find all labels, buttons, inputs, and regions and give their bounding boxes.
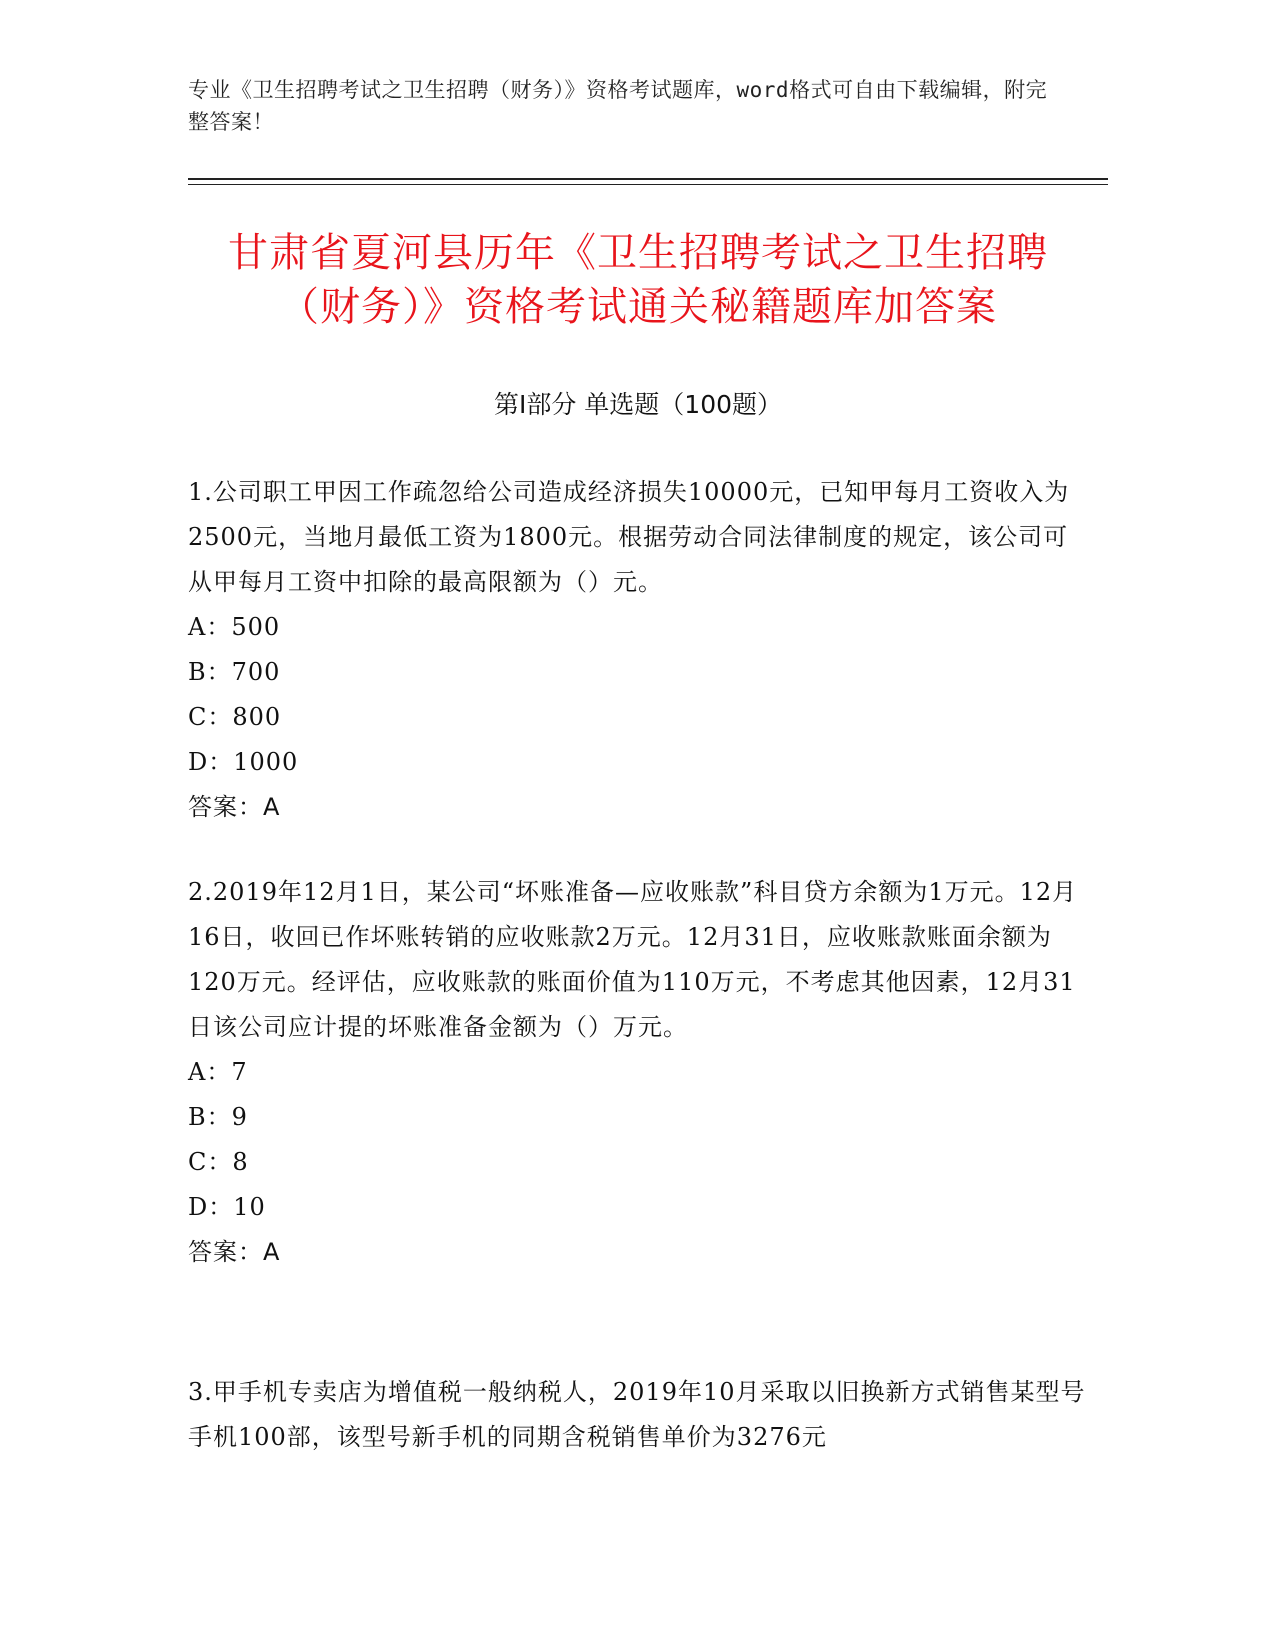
question-stem: 1.公司职工甲因工作疏忽给公司造成经济损失10000元，已知甲每月工资收入为2500元，当地月最低工资为1800元。根据劳动合同法律制度的规定，该公司可从甲每月工资中扣除的最高限额为（）元。 <box>188 478 1070 596</box>
question-1 <box>188 470 1088 830</box>
question-stem: 2.2019年12月1日，某公司“坏账准备—应收账款”科目贷方余额为1万元。12月16日，收回已作坏账转销的应收账款2万元。12月31日，应收账款账面余额为120万元。经评估，应收账款的账面价值为110万元，不考虑其他因素，12月31日该公司应计提的坏账准备金额为（）万元。 <box>188 878 1078 1041</box>
question-stem: 3.甲手机专卖店为增值税一般纳税人，2019年10月采取以旧换新方式销售某型号手机100部，该型号新手机的同期含税销售单价为3276元 <box>188 1378 1086 1451</box>
option-a: A：7 <box>188 1058 248 1086</box>
option-b: B：9 <box>188 1103 248 1131</box>
option-d: D：10 <box>188 1193 266 1221</box>
option-a: A：500 <box>188 613 281 641</box>
section-title: 第I部分 单选题（100题） <box>493 390 783 419</box>
option-c: C：8 <box>188 1148 249 1176</box>
option-b: B：700 <box>188 658 281 686</box>
header-note: 专业《卫生招聘考试之卫生招聘（财务）》资格考试题库，word格式可自由下载编辑，附完整答案！ <box>188 78 1048 134</box>
header-divider-thick <box>188 178 1108 180</box>
answer: 答案：A <box>188 793 281 821</box>
document-title: 甘肃省夏河县历年《卫生招聘考试之卫生招聘（财务）》资格考试通关秘籍题库加答案 <box>228 230 1048 330</box>
option-d: D：1000 <box>188 748 299 776</box>
question-2 <box>188 870 1088 1275</box>
question-3 <box>188 1370 1088 1460</box>
answer: 答案：A <box>188 1238 281 1266</box>
option-c: C：800 <box>188 703 282 731</box>
header-divider-thin <box>188 184 1108 185</box>
